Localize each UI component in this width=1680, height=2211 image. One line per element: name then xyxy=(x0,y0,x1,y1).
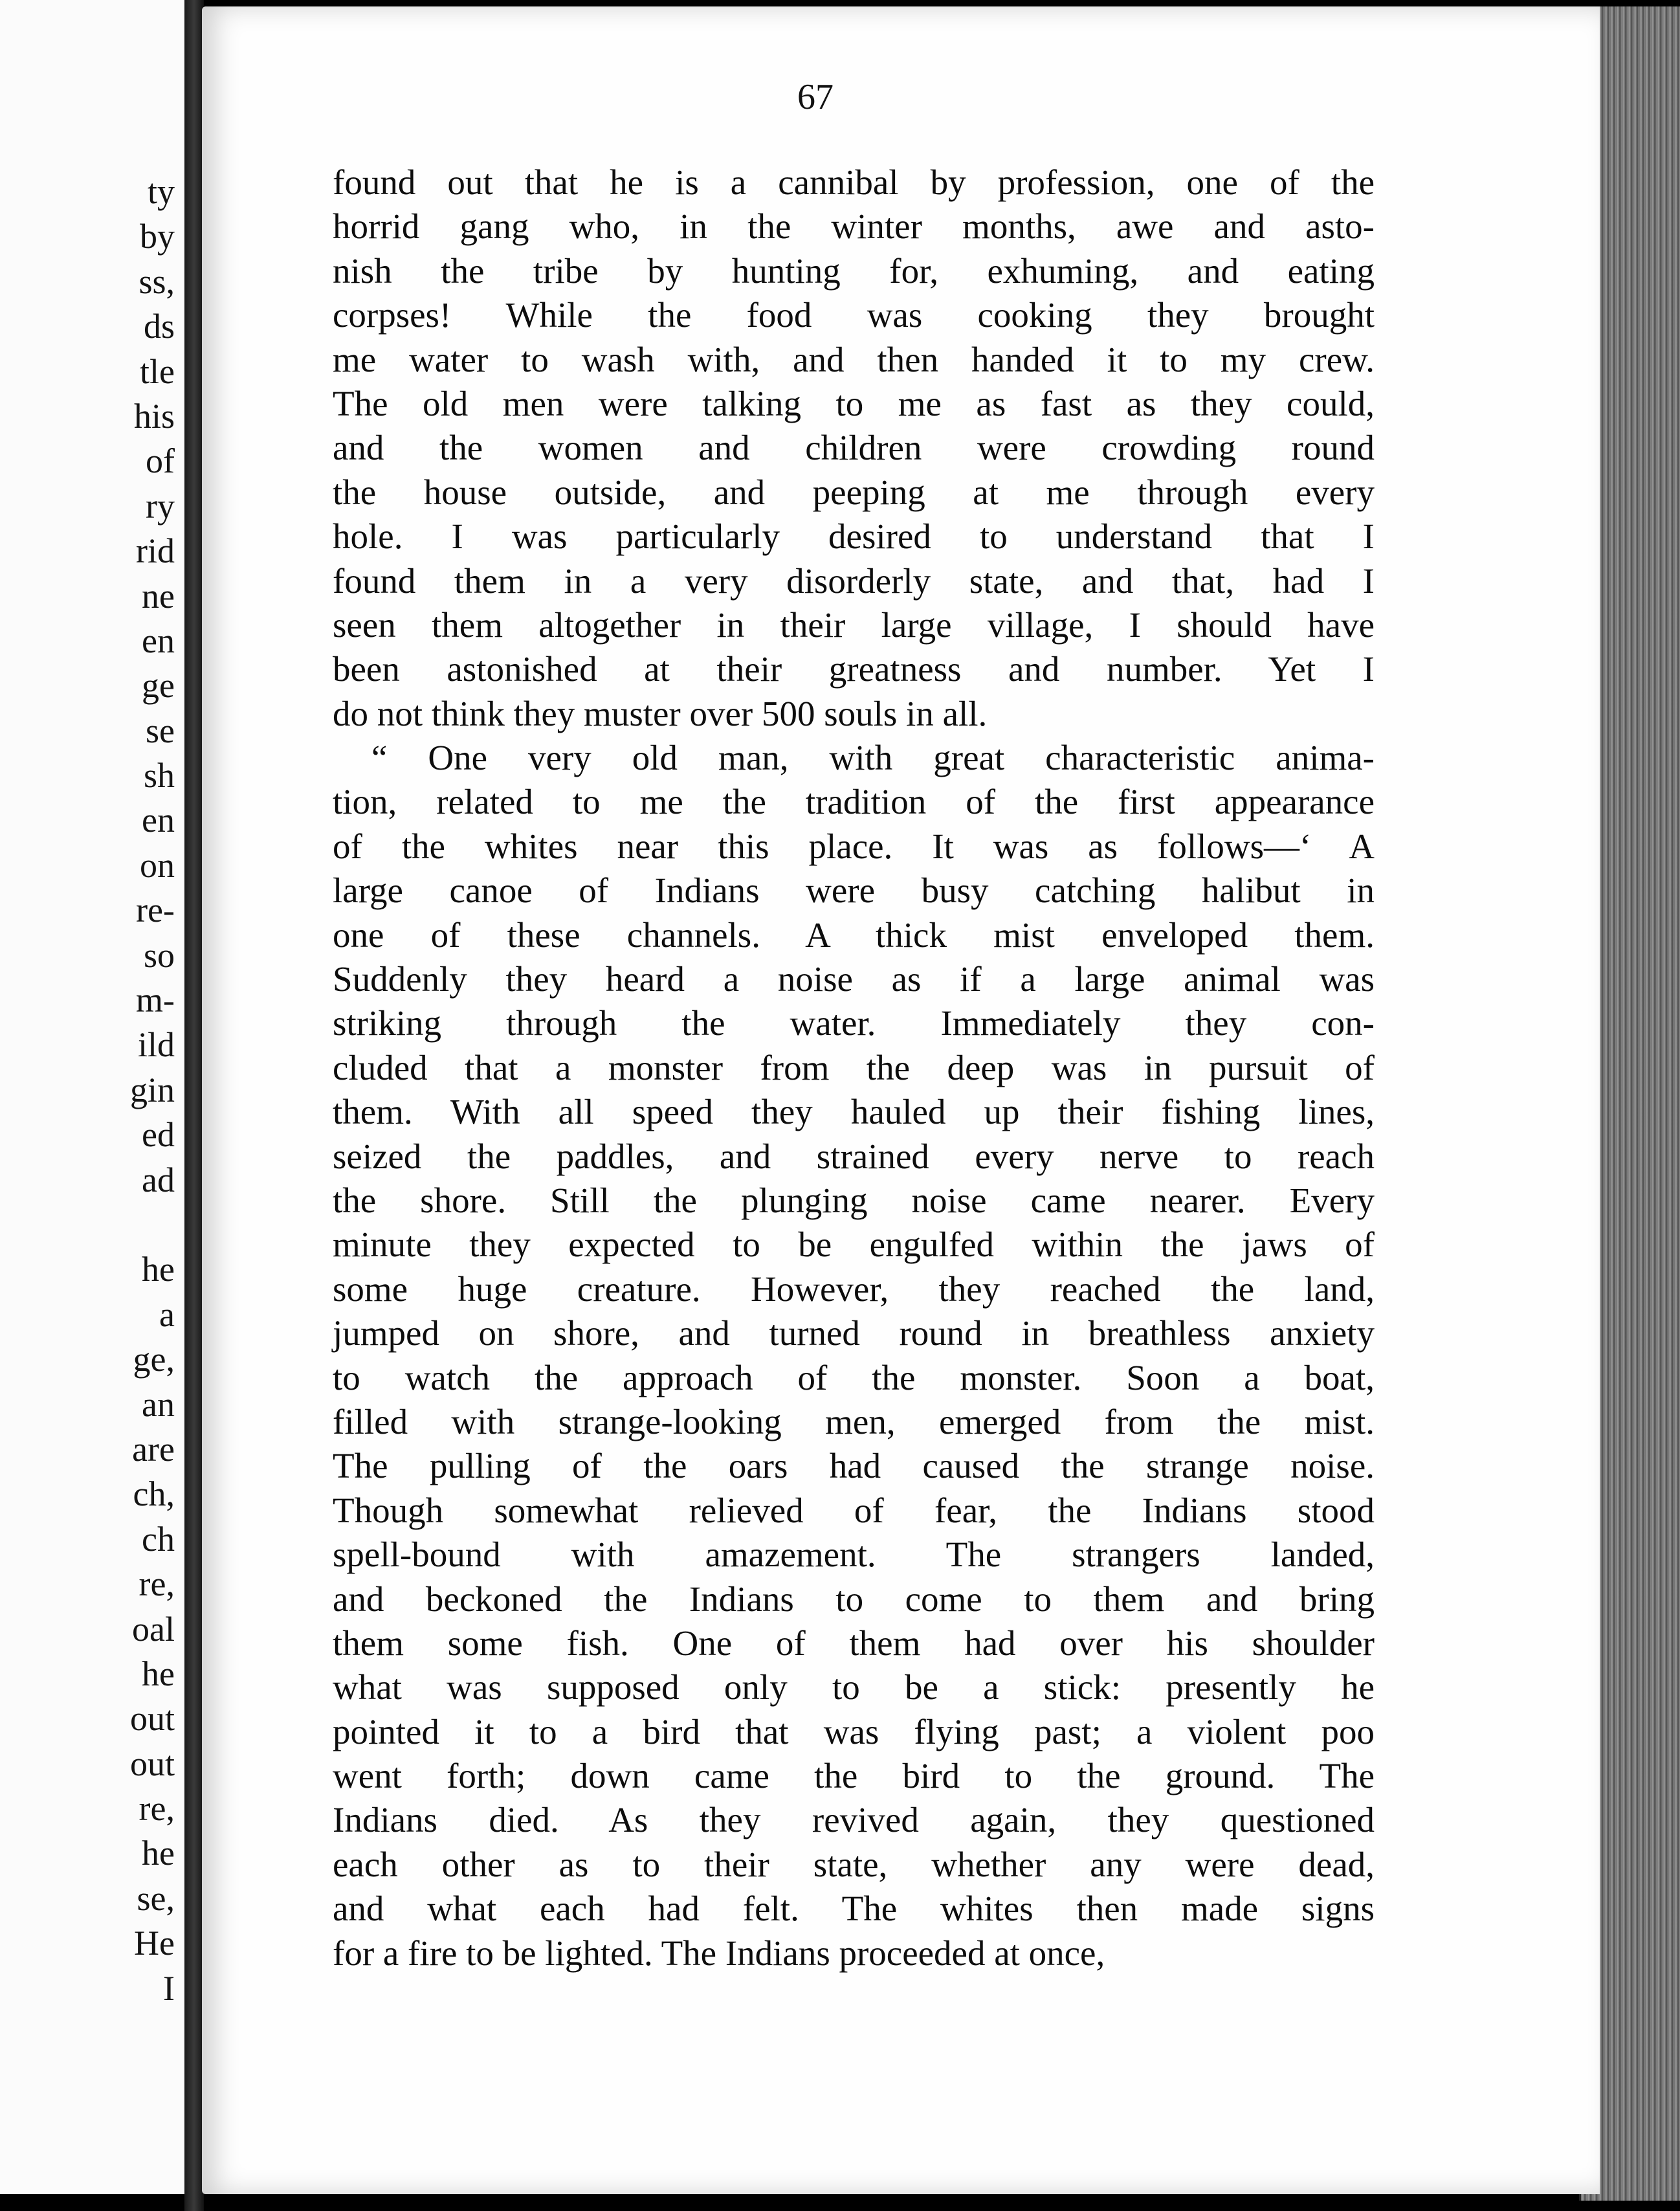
left-fragment-line xyxy=(0,1203,181,1247)
left-fragment-line: en xyxy=(142,621,175,660)
left-fragment-line: ge, xyxy=(133,1340,175,1379)
text-line: nish the tribe by hunting for, exhuming, and eating xyxy=(333,250,1375,291)
left-fragment-line: se xyxy=(146,711,175,750)
text-line: found out that he is a cannibal by profession, one of the xyxy=(333,162,1375,202)
text-line: The old men were talking to me as fast as they could, xyxy=(333,383,1375,423)
text-line: to watch the approach of the monster. Soon a boat, xyxy=(333,1357,1375,1397)
text-line: for a fire to be lighted. The Indians proceeded at once, xyxy=(333,1933,1105,1973)
text-line: striking through the water. Immediately they con- xyxy=(333,1003,1375,1043)
left-facing-page xyxy=(0,0,185,2194)
text-line: corpses! While the food was cooking they brought xyxy=(333,295,1375,335)
text-line: one of these channels. A thick mist enveloped them. xyxy=(333,915,1375,955)
left-fragment-line: oal xyxy=(132,1609,175,1649)
left-fragment-line: ry xyxy=(146,486,175,526)
left-fragment-line: I xyxy=(163,1968,175,2008)
text-line: filled with strange-looking men, emerged from the mist. xyxy=(333,1401,1375,1441)
left-fragment-line: re, xyxy=(138,1789,175,1828)
text-line: “ One very old man, with great characteristic anima- xyxy=(371,738,1375,778)
text-line: what was supposed only to be a stick: presently he xyxy=(333,1667,1375,1707)
left-fragment-line: He xyxy=(134,1924,175,1963)
text-line: the shore. Still the plunging noise came nearer. Every xyxy=(333,1180,1375,1220)
text-line: jumped on shore, and turned round in breathless anxiety xyxy=(333,1313,1375,1353)
left-fragment-line: ty xyxy=(147,172,175,211)
text-line: Though somewhat relieved of fear, the Indians stood xyxy=(333,1490,1375,1530)
left-fragment-line: re, xyxy=(138,1564,175,1604)
text-line: some huge creature. However, they reached the land, xyxy=(333,1269,1375,1309)
text-line: Suddenly they heard a noise as if a large animal was xyxy=(333,959,1375,999)
text-line: been astonished at their greatness and number. Yet I xyxy=(333,649,1375,689)
left-fragment-line: out xyxy=(129,1744,175,1783)
text-line: and the women and children were crowding round xyxy=(333,428,1375,468)
left-fragment-line: sh xyxy=(143,756,175,795)
text-line: spell-bound with amazement. The strangers landed, xyxy=(333,1535,1375,1575)
text-line: cluded that a monster from the deep was in pursuit of xyxy=(333,1047,1375,1087)
left-fragment-line: by xyxy=(140,217,175,256)
page-number: 67 xyxy=(797,77,834,117)
text-line: seized the paddles, and strained every nerve to reach xyxy=(333,1136,1375,1176)
text-line: and beckoned the Indians to come to them and bring xyxy=(333,1579,1375,1619)
left-fragment-line: are xyxy=(132,1429,175,1469)
book-gutter xyxy=(184,0,204,2211)
text-line: and what each had felt. The whites then made signs xyxy=(333,1889,1375,1929)
text-line: seen them altogether in their large village, I should have xyxy=(333,605,1375,645)
left-fragment-line: of xyxy=(146,441,175,481)
left-fragment-line: ge xyxy=(142,666,175,706)
left-fragment-line: he xyxy=(142,1250,175,1289)
left-fragment-line: he xyxy=(142,1654,175,1693)
text-line: them. With all speed they hauled up their fishing lines, xyxy=(333,1092,1375,1132)
left-fragment-line: m- xyxy=(136,981,175,1020)
text-line: the house outside, and peeping at me through every xyxy=(333,472,1375,512)
text-line: of the whites near this place. It was as follows—‘ A xyxy=(333,826,1375,866)
text-line: found them in a very disorderly state, and that, had I xyxy=(333,561,1375,601)
text-line: each other as to their state, whether any were dead, xyxy=(333,1844,1375,1884)
text-line: me water to wash with, and then handed it to my crew. xyxy=(333,339,1375,379)
left-fragment-line: ad xyxy=(142,1160,175,1199)
text-line: The pulling of the oars had caused the strange noise. xyxy=(333,1446,1375,1486)
left-fragment-line: on xyxy=(140,845,175,885)
text-line: went forth; down came the bird to the ground. The xyxy=(333,1756,1375,1796)
left-fragment-line: tle xyxy=(140,351,175,391)
left-fragment-line: an xyxy=(142,1384,175,1424)
left-fragment-line: ch, xyxy=(133,1474,175,1514)
left-page-line-fragments xyxy=(0,170,181,2011)
body-text xyxy=(333,161,1375,1975)
left-fragment-line: ch xyxy=(142,1519,175,1559)
text-line: do not think they muster over 500 souls in all. xyxy=(333,693,988,733)
left-fragment-line: ild xyxy=(137,1025,175,1065)
text-line: pointed it to a bird that was flying past; a violent poo xyxy=(333,1711,1375,1751)
left-fragment-line: ds xyxy=(143,307,175,346)
left-fragment-line: rid xyxy=(136,531,175,571)
text-line: tion, related to me the tradition of the first appearance xyxy=(333,782,1375,822)
text-line: horrid gang who, in the winter months, awe and asto- xyxy=(333,206,1375,247)
left-fragment-line: en xyxy=(142,801,175,840)
text-line: large canoe of Indians were busy catching halibut in xyxy=(333,871,1375,911)
text-line: minute they expected to be engulfed within the jaws of xyxy=(333,1225,1375,1265)
text-line: Indians died. As they revived again, they questioned xyxy=(333,1800,1375,1840)
left-fragment-line: he xyxy=(142,1834,175,1873)
left-fragment-line: ne xyxy=(142,576,175,616)
text-line: hole. I was particularly desired to understand that I xyxy=(333,517,1375,557)
left-fragment-line: se, xyxy=(137,1878,175,1918)
left-fragment-line: his xyxy=(133,396,175,436)
left-fragment-line: a xyxy=(159,1294,175,1334)
left-fragment-line: so xyxy=(143,935,175,975)
text-line: them some fish. One of them had over his shoulder xyxy=(333,1623,1375,1663)
left-fragment-line: ss, xyxy=(138,261,175,301)
left-fragment-line: out xyxy=(129,1699,175,1739)
left-fragment-line: gin xyxy=(129,1070,175,1109)
left-fragment-line: re- xyxy=(136,891,175,930)
left-fragment-line: ed xyxy=(142,1115,175,1155)
